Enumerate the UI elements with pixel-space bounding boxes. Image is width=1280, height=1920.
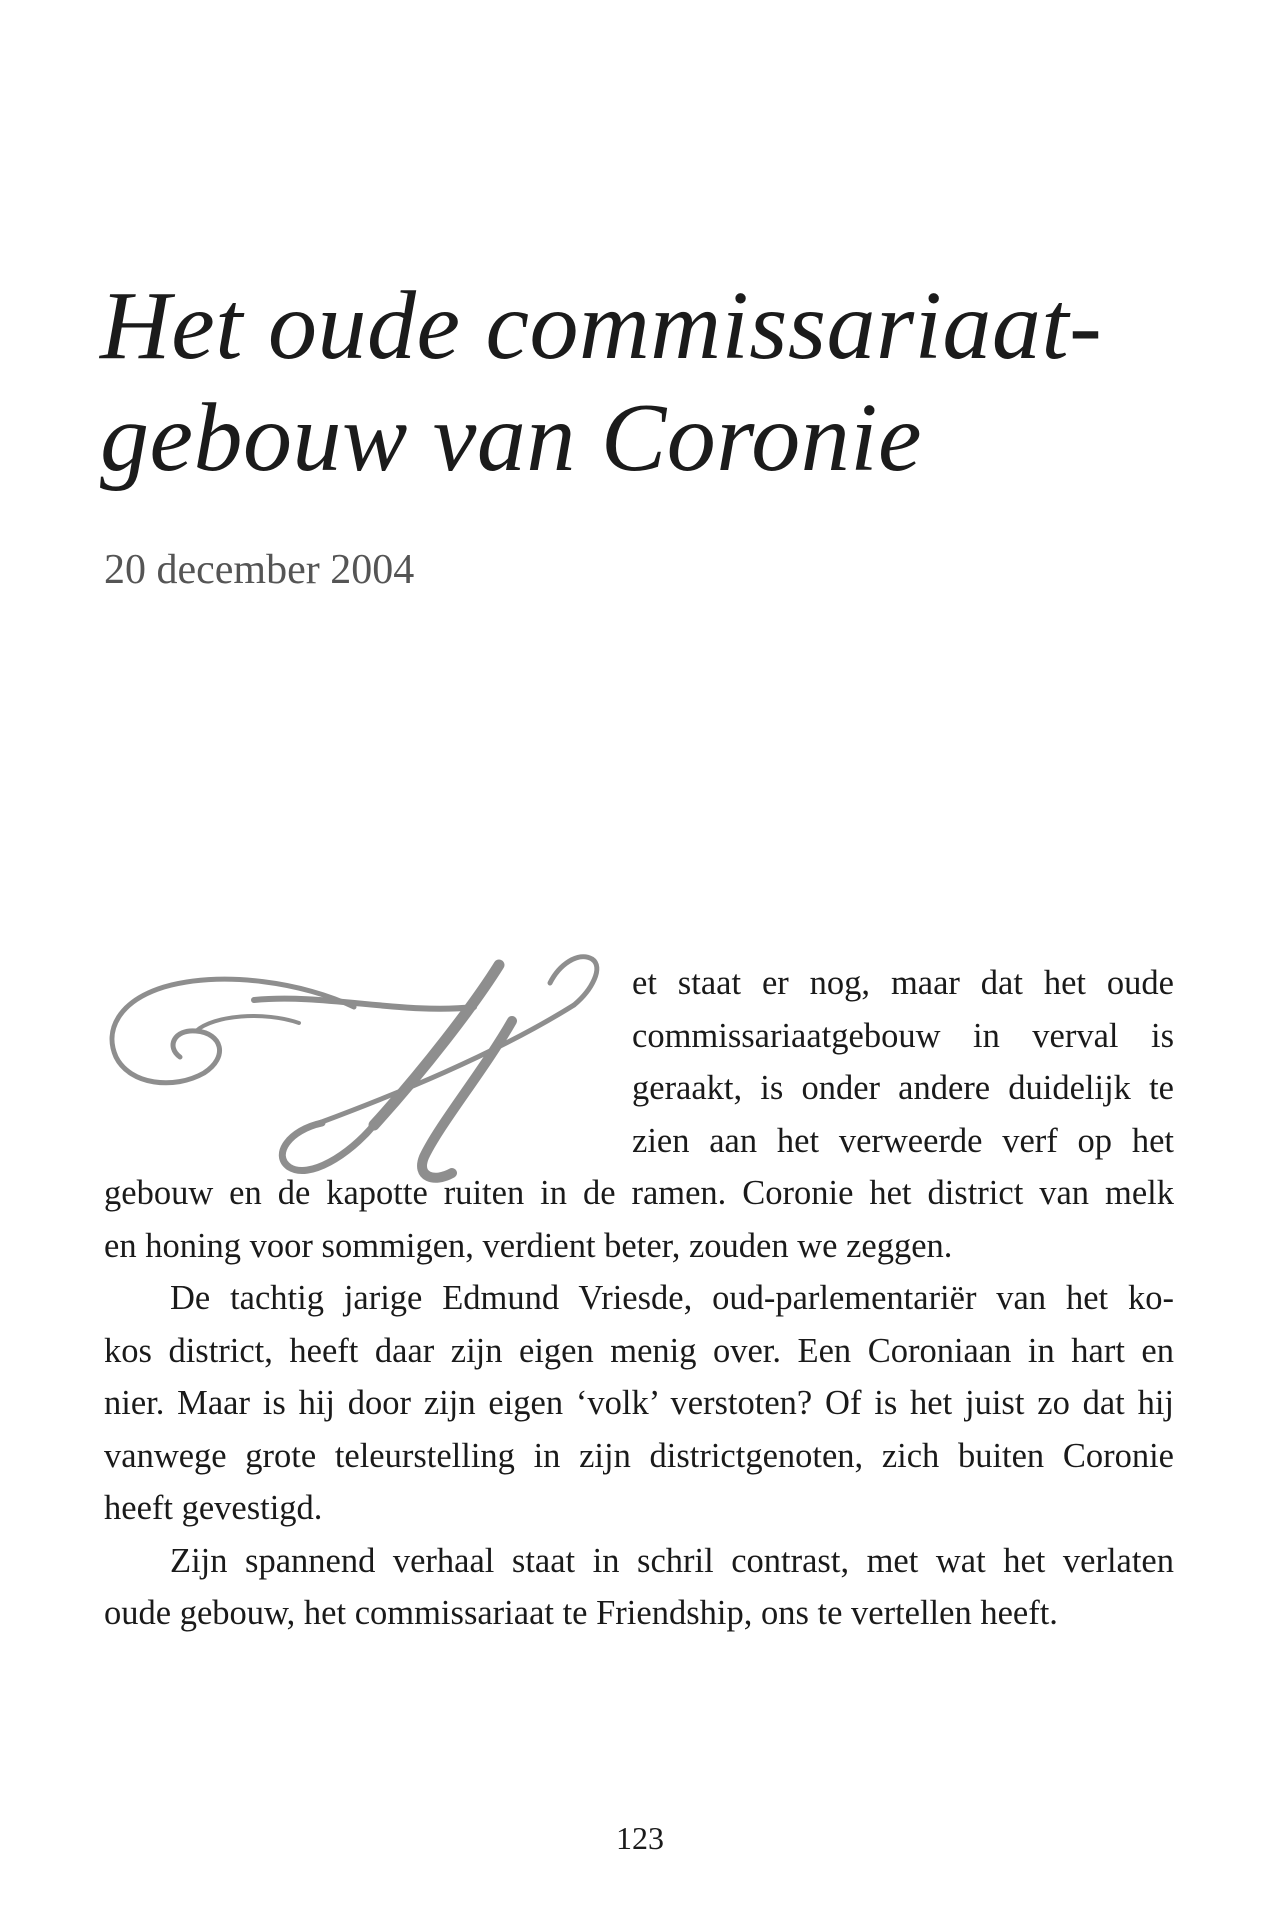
- body-line: kos district, heeft daar zijn eigen menig over. Een Coroniaan in hart en: [104, 1331, 1174, 1370]
- body-line: gebouw en de kapotte ruiten in de ramen. Coronie het district van melk: [104, 1174, 1174, 1212]
- chapter-title: [100, 270, 1200, 494]
- body-line: zien aan het verweerde verf op het: [632, 1121, 1174, 1160]
- body-line: vanwege grote teleurstelling in zijn districtgenoten, zich buiten Coronie: [104, 1436, 1174, 1475]
- article-body: [104, 957, 1174, 1640]
- chapter-date: 20 december 2004: [104, 547, 415, 593]
- chapter-title-line-2: gebouw van Coronie: [100, 384, 922, 492]
- body-line: et staat er nog, maar dat het oude: [632, 964, 1174, 1002]
- body-line: oude gebouw, het commissariaat te Friendship, ons te vertellen heeft.: [104, 1594, 1058, 1632]
- body-line: geraakt, is onder andere duidelijk te: [632, 1069, 1174, 1107]
- body-line: commissariaatgebouw in verval is: [632, 1016, 1174, 1055]
- body-line: en honing voor sommigen, verdient beter, zouden we zeggen.: [104, 1226, 953, 1265]
- body-line: nier. Maar is hij door zijn eigen ‘volk’ verstoten? Of is het juist zo dat hij: [104, 1384, 1174, 1422]
- body-line: Zijn spannend verhaal staat in schril contrast, met wat het verlaten: [170, 1541, 1174, 1580]
- chapter-title-line-1: Het oude commissariaat-: [100, 272, 1103, 380]
- body-line: De tachtig jarige Edmund Vriesde, oud-parlementariër van het ko-: [170, 1279, 1174, 1317]
- body-line: heeft gevestigd.: [104, 1489, 323, 1527]
- page-number: 123: [616, 1820, 664, 1856]
